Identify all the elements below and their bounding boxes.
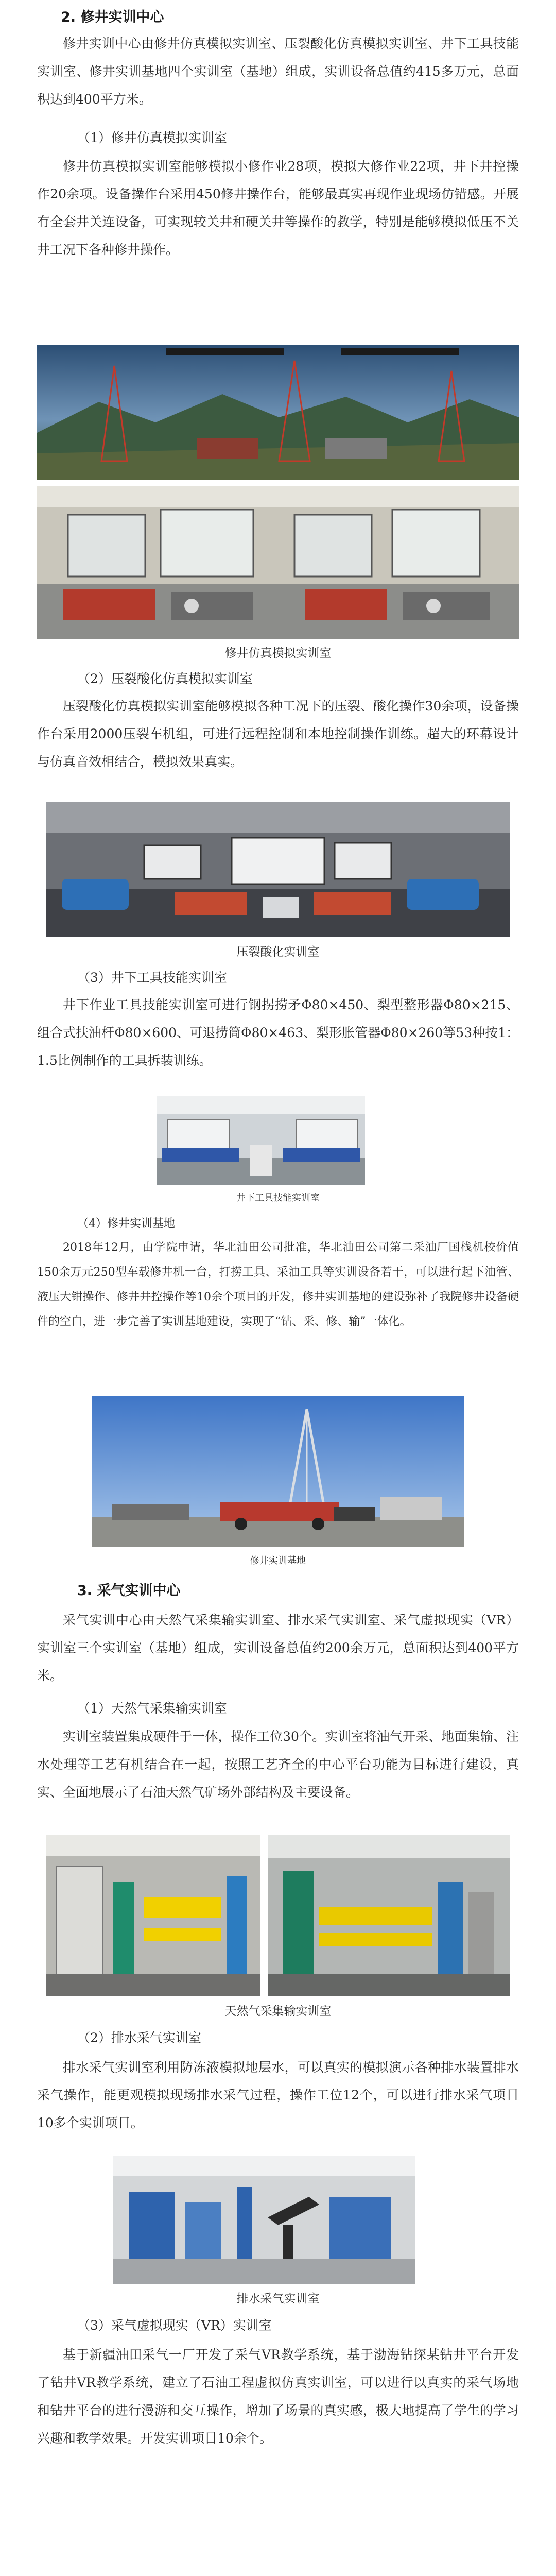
subsection-title-fracturing: （2）压裂酸化仿真模拟实训室 [77, 671, 253, 686]
subsection-title-workover-sim: （1）修井仿真模拟实训室 [77, 130, 227, 145]
subsection-title-gas-gathering: （1）天然气采集输实训室 [77, 1701, 227, 1716]
caption-workover-sim: 修井仿真模拟实训室 [224, 647, 332, 660]
subsection-title-drainage: （2）排水采气实训室 [77, 2030, 201, 2045]
subsection-text-downhole-tools: 井下作业工具技能实训室可进行钢拐捞矛Φ80×450、梨型整形器Φ80×215、组合式扶油杆Φ80×600、可退捞筒Φ80×463、梨形胀管器Φ80×260等53种按1：1.5比例制作的工具拆装训练。 [37, 997, 519, 1068]
subsection-title-vr: （3）采气虚拟现实（VR）实训室 [77, 2318, 272, 2333]
workover-sim-panorama-photo [37, 345, 519, 480]
drainage-gas-lab-photo [113, 2156, 415, 2284]
caption-workover-base: 修井实训基地 [250, 1555, 306, 1566]
downhole-tools-lab-photo [157, 1096, 365, 1185]
caption-fracturing: 压裂酸化实训室 [236, 945, 320, 959]
subsection-text-fracturing: 压裂酸化仿真模拟实训室能够模拟各种工况下的压裂、酸化操作30余项，设备操作台采用2000压裂车机组，可进行远程控制和本地控制操作训练。超大的环幕设计与仿真音效相结合，模拟效果真实。 [37, 699, 519, 769]
subsection-text-drainage: 排水采气实训室利用防冻液模拟地层水，可以真实的模拟演示各种排水装置排水采气操作，能更观模拟现场排水采气过程，操作工位12个，可以进行排水采气项目10多个实训项目。 [37, 2060, 519, 2130]
caption-drainage: 排水采气实训室 [236, 2292, 320, 2306]
caption-downhole-tools: 井下工具技能实训室 [236, 1193, 320, 1204]
section-intro-gas-production: 采气实训中心由天然气采集输实训室、排水采气实训室、采气虚拟现实（VR）实训室三个实训室（基地）组成，实训设备总值约200余万元，总面积达到400平方米。 [37, 1613, 519, 1683]
fracturing-lab-photo [46, 802, 510, 937]
workover-sim-classroom-photo [37, 486, 519, 639]
caption-gas-gathering: 天然气采集输实训室 [224, 2005, 332, 2018]
section-heading-workover: 2. 修井实训中心 [61, 9, 164, 25]
workover-rig-base-photo [92, 1396, 464, 1547]
subsection-title-downhole-tools: （3）井下工具技能实训室 [77, 970, 227, 985]
subsection-text-gas-gathering: 实训室装置集成硬件于一体，操作工位30个。实训室将油气开采、地面集输、注水处理等工艺有机结合在一起，按照工艺齐全的中心平台功能为目标进行建设，真实、全面地展示了石油天然气矿场外部结构及主要设备。 [37, 1729, 519, 1800]
subsection-text-workover-base: 2018年12月，由学院申请，华北油田公司批准，华北油田公司第二采油厂国栈机校价值150余万元250型车载修井机一台，打捞工具、采油工具等实训设备若干，可以进行起下油管、液压大钳操作、修井井控操作等10余个项目的开发，修井实训基地的建设弥补了我院修井设备硬件的空白，进一步完善了实训基地建设，实现了“钻、采、修、输”一体化。 [37, 1241, 519, 1328]
gas-gathering-lab-photo-left [46, 1835, 260, 1996]
subsection-title-workover-base: （4）修井实训基地 [77, 1217, 175, 1230]
subsection-text-workover-sim: 修井仿真模拟实训室能够模拟小修作业28项，模拟大修作业22项，井下井控操作20余项。设备操作台采用450修井操作台，能够最真实再现作业现场仿错感。开展有全套井关连设备，可实现较关井和硬关井等操作的教学，特别是能够模拟低压不关井工况下各种修井操作。 [37, 159, 519, 257]
subsection-text-vr: 基于新疆油田采气一厂开发了采气VR教学系统，基于渤海钻探某钻井平台开发了钻井VR教学系统，建立了石油工程虚拟仿真实训室，可以进行以真实的采气场地和钻井平台的进行漫游和交互操作，增加了场景的真实感，极大地提高了学生的学习兴趣和教学效果。开发实训项目10余个。 [37, 2347, 519, 2446]
section-heading-gas-production: 3. 采气实训中心 [77, 1583, 181, 1599]
gas-gathering-lab-photo-right [268, 1835, 510, 1996]
section-intro-workover: 修井实训中心由修井仿真模拟实训室、压裂酸化仿真模拟实训室、井下工具技能实训室、修井实训基地四个实训室（基地）组成，实训设备总值约415多万元，总面积达到400平方米。 [37, 36, 519, 107]
